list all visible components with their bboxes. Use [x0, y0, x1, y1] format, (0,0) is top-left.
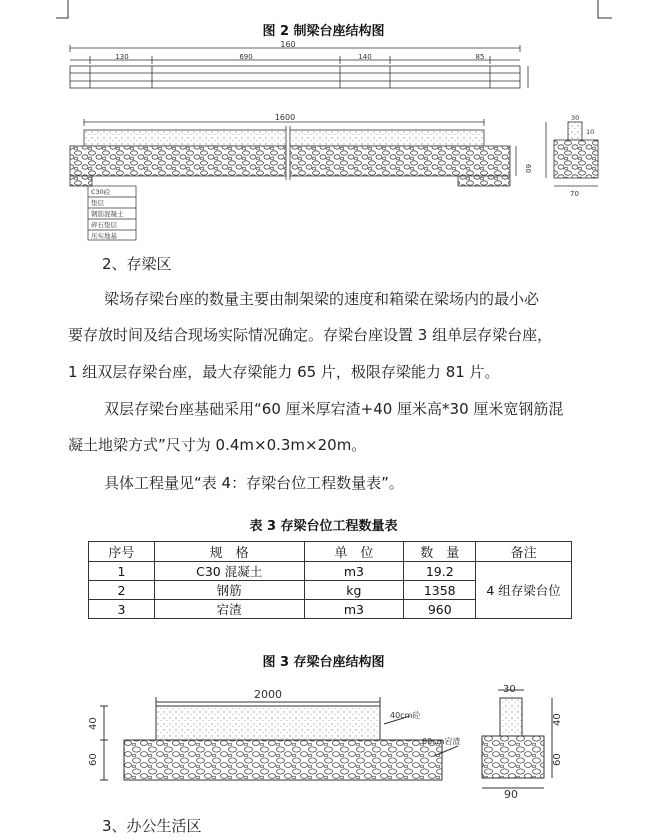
table-cell: 宕渣: [154, 600, 304, 619]
remark-cell: 4 组存梁台位: [476, 562, 572, 619]
paragraph-line: 1 组双层存梁台座，最大存梁能力 65 片，极限存梁能力 81 片。: [68, 363, 500, 381]
top-dim-3: 140: [358, 53, 372, 61]
legend-item: C30砼: [91, 188, 111, 196]
table-cell: 1: [89, 562, 155, 581]
storage-length-label: 2000: [254, 688, 282, 701]
table-cell: 960: [404, 600, 476, 619]
storage-section: [482, 690, 552, 788]
section-3-heading: 3、办公生活区: [102, 817, 202, 835]
section-top-label: 30: [503, 684, 516, 695]
top-dim-4: 85: [475, 53, 485, 61]
paragraph-line: 要存放时间及结合现场实际情况确定。存梁台座设置 3 组单层存梁台座，: [68, 326, 553, 344]
paragraph-line: 梁场存梁台座的数量主要由制架梁的速度和箱梁在梁场内的最小必: [104, 290, 540, 308]
section-height-label: 40: [552, 713, 563, 726]
quantity-table: [88, 541, 572, 619]
legend-item: 钢筋混凝土: [91, 210, 124, 218]
table-cell: m3: [304, 600, 404, 619]
table-cell: 19.2: [404, 562, 476, 581]
legend-item: 压实地基: [91, 232, 117, 240]
top-dim-1: 130: [115, 53, 129, 61]
table-cell: 3: [89, 600, 155, 619]
table-row: [89, 562, 572, 581]
dim-60-label: 60: [88, 753, 99, 766]
table-cell: m3: [304, 562, 404, 581]
table-cell: kg: [304, 581, 404, 600]
elevation-side-dim: 60: [524, 164, 532, 173]
plan-view: [70, 45, 528, 88]
paragraph-line: 凝土地梁方式”尺寸为 0.4m×0.3m×20m。: [68, 436, 367, 454]
concrete-label: 40cm砼: [390, 711, 421, 720]
figure-2-drawing: [60, 40, 620, 250]
table-header-row: [89, 542, 572, 562]
section-2-heading: 2、存梁区: [102, 255, 172, 273]
storage-elevation: [100, 697, 461, 780]
legend-item: 碎石垫层: [91, 221, 117, 229]
legend-item: 垫层: [91, 199, 104, 207]
elevation-view: [70, 119, 516, 186]
elevation-length-label: 1600: [274, 113, 296, 122]
top-dim-2: 690: [239, 53, 253, 61]
table-cell: 1358: [404, 581, 476, 600]
top-dim-total: 160: [280, 40, 296, 49]
dim-40-label: 40: [88, 717, 99, 730]
column-header: 数 量: [404, 542, 476, 562]
column-header: 备注: [476, 542, 572, 562]
section-dim-side: 10: [586, 128, 595, 136]
figure-3-caption: 图 3 存梁台座结构图: [262, 655, 385, 670]
figure-3-drawing: [84, 680, 584, 800]
table-cell: 2: [89, 581, 155, 600]
column-header: 单 位: [304, 542, 404, 562]
table-cell: C30 混凝土: [154, 562, 304, 581]
base-label: 60cm宕渣: [422, 737, 461, 746]
column-header: 序号: [89, 542, 155, 562]
section-width-label: 90: [504, 788, 518, 800]
column-header: 规 格: [154, 542, 304, 562]
figure-2-caption: 图 2 制梁台座结构图: [262, 24, 385, 39]
section-dim-base: 70: [570, 190, 579, 198]
section-dim-top: 30: [571, 114, 580, 122]
section-base-label: 60: [552, 753, 563, 766]
table-3-caption: 表 3 存梁台位工程数量表: [249, 519, 398, 534]
paragraph-line: 具体工程量见“表 4：存梁台位工程数量表”。: [104, 474, 404, 492]
table-cell: 钢筋: [154, 581, 304, 600]
paragraph-line: 双层存梁台座基础采用“60 厘米厚宕渣+40 厘米高*30 厘米宽钢筋混: [104, 400, 564, 418]
